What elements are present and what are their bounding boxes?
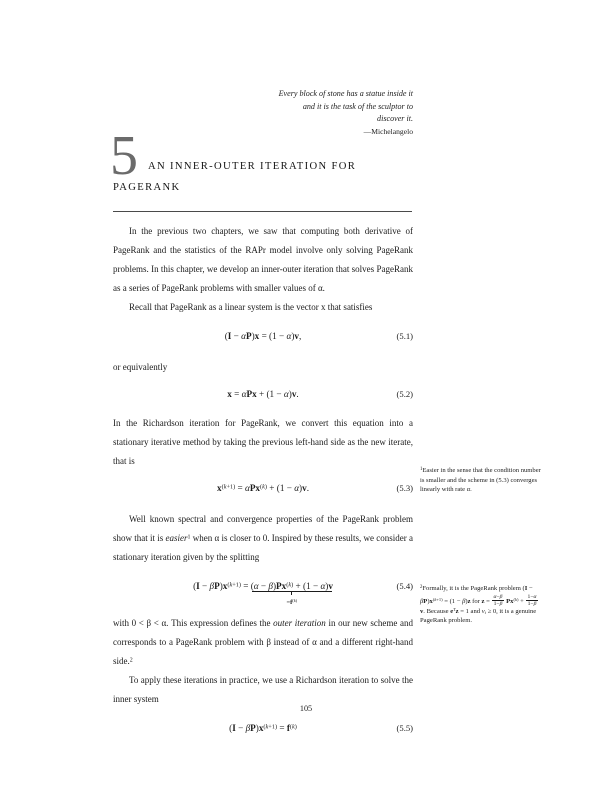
paragraph-spectral-a: Well known spectral and convergence properties of the PageRank problem show that it is [113,514,413,543]
paragraph-recall: Recall that PageRank as a linear system is the vector x that satisfies [129,302,373,312]
epigraph-line-1: Every block of stone has a statue inside it [278,89,413,98]
equation-5-3-body: $x^{(k+1)} = \alpha Px^{(k)} + (1 - \alpha)v$. [217,483,309,493]
emphasis-outer-iteration: outer iteration [273,618,326,628]
margin-note-2: $^2$Formally, it is the PageRank problem $(I - \beta P)x^{(k+1)} = (1 - \beta)z$ for z = $\frac{\alpha-\beta}{1-\beta}$ $Px^{(k)}$ + $\frac{1-\alpha}{1-\beta}$ v. Because $e^Tz = 1$ and $v_i \ge 0$, it is a genuine PageRank problem. [420,584,537,625]
paragraph-richardson: In the Richardson iteration for PageRank, we convert this equation into a stationary iterative method by taking the previous left-hand side as the new iterate, that is [113,418,413,466]
fraction-one-alpha: $\frac{1-\alpha}{1-\beta}$ [527,593,537,607]
chapter-number: 5 [110,125,138,187]
epigraph-line-2: and it is the task of the sculptor to [302,101,413,111]
page-number: 105 [299,704,313,713]
equation-5-5-body: $(I - \beta P)x^{(k+1)} = f^{(k)}$ [229,723,297,733]
paragraph-inner-system: To apply these iterations in practice, we use a Richardson iteration to solve the inner system [113,675,413,704]
equation-5-2 [113,385,413,404]
equation-5-4-body: $(I - \beta P)x^{(k+1)} = (\alpha - \beta)Px^{(k)} + (1 - \alpha)v$ $=f^{(k)}$ [193,581,333,591]
equation-5-5-tag: (5.5) [396,723,413,733]
footnote-marker-1: 1 [187,534,191,541]
chapter-title-line-1: AN INNER-OUTER ITERATION FOR [148,161,357,172]
margin-note-1: $^1$Easier in the sense that the condition number is smaller and the scheme in (5.3) converges linearly with rate α. [420,466,541,494]
epigraph-quote [213,88,413,126]
paragraph-outer-a: with 0 < β < α. This expression defines the [113,618,274,628]
chapter-title-line-2: PAGERANK [113,182,181,193]
body-column [113,222,413,738]
margin-note-2-marker: 2 [420,584,423,590]
epigraph-line-3: discover it. [377,114,413,124]
equation-5-4 [113,577,413,606]
paragraph-spectral [113,510,413,567]
equation-5-5 [113,719,413,738]
equation-5-1 [113,327,413,346]
paragraph-or-equivalently: or equivalently [113,362,168,372]
paragraph-outer-iteration [113,614,413,671]
equation-5-2-body: x = αPx + (1 − α)v. [227,389,299,399]
equation-5-3-tag: (5.3) [396,483,413,493]
equation-5-1-tag: (5.1) [396,331,413,341]
equation-5-4-tag: (5.4) [396,581,413,591]
equation-5-2-tag: (5.2) [396,389,413,399]
equation-5-4-brace-label: $=f^{(k)}$ [286,598,298,606]
footnote-marker-2: 2 [129,657,133,664]
paragraph-intro: In the previous two chapters, we saw that computing both derivative of PageRank and the statistics of the RAPr model involve only solving PageRank problems. In this chapter, we develop an inner-outer iteration that solves PageRank as a series of PageRank problems with smaller values of α. [113,226,413,293]
emphasis-easier: easier [165,533,188,543]
margin-note-1-marker: 1 [420,466,423,472]
paragraph-outer-b: in our new scheme and corresponds to a PageRank problem with β instead of α and a different right-hand side. [113,618,413,666]
equation-5-1-body: (I − αP)x = (1 − α)v, [224,331,302,341]
fraction-alpha-beta: $\frac{\alpha-\beta}{1-\beta}$ [493,593,503,607]
paragraph-spectral-b: when α is closer to 0. Inspired by these results, we consider a stationary iteration given by the splitting [113,533,413,562]
epigraph-attribution: —Michelangelo [363,127,413,136]
header-rule [113,211,412,212]
equation-5-3 [113,479,413,498]
equation-5-4-underbrace: $(\alpha - \beta)Px^{(k)} + (1 - \alpha)v$ $=f^{(k)}$ [251,577,333,596]
